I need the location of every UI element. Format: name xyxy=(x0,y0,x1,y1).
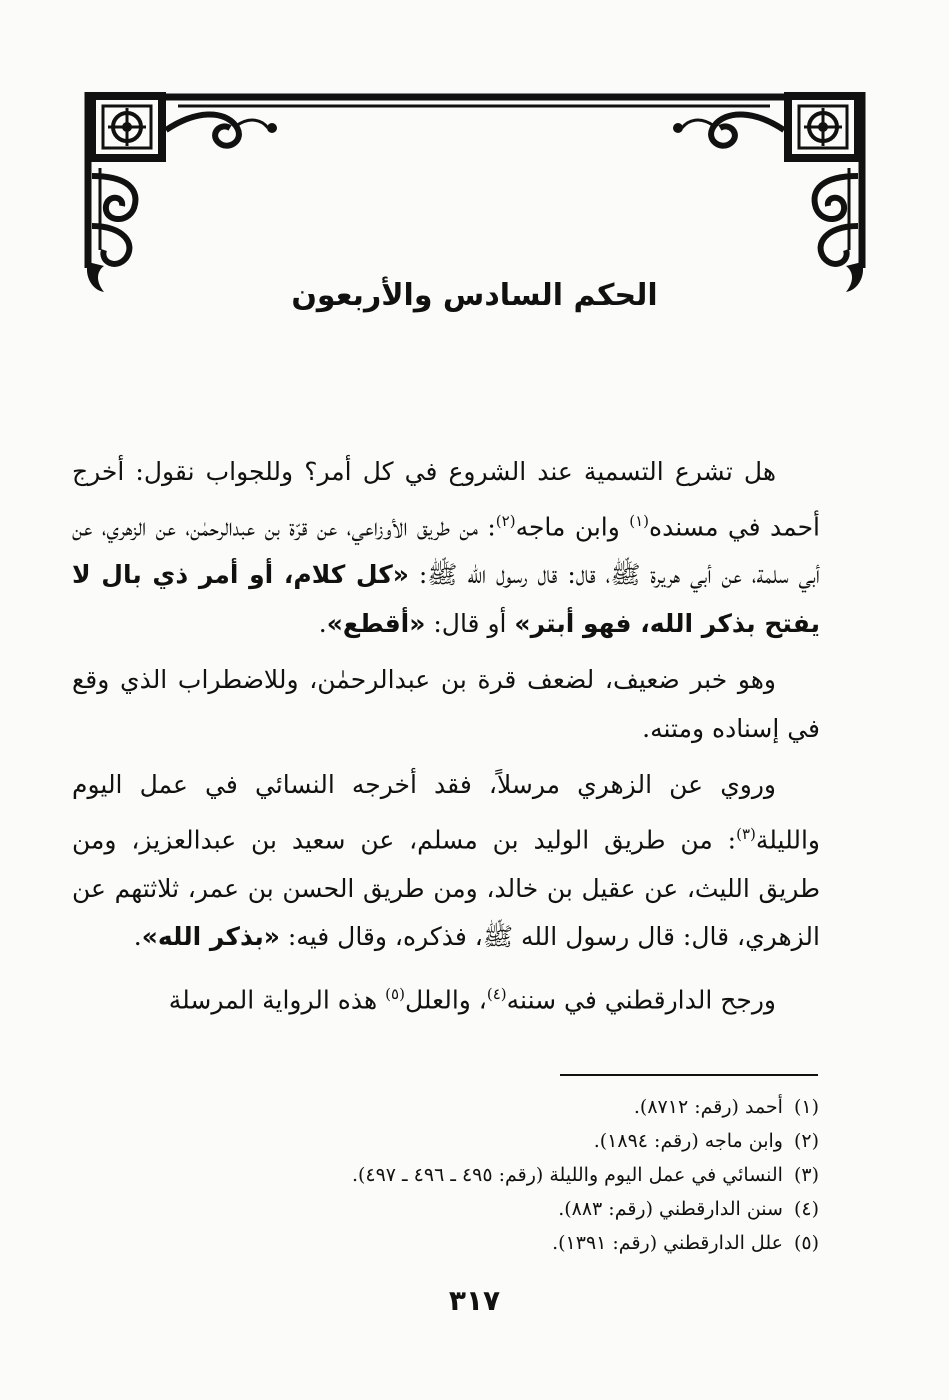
footnote-ref: (٤) xyxy=(486,984,507,1003)
main-text xyxy=(72,448,820,1032)
footnote-ref: (١) xyxy=(629,511,649,530)
paragraph xyxy=(72,656,820,753)
paragraph xyxy=(72,761,820,961)
footnote xyxy=(179,1124,819,1158)
footnote xyxy=(179,1226,819,1260)
footnote-number: (١) xyxy=(793,1096,819,1118)
hadith-quote: «كل كلام، أو أمر ذي بال لا يفتح بذكر الله، فهو أبتر» xyxy=(72,560,820,638)
text-run: . xyxy=(133,922,142,952)
footnote-number: (٥) xyxy=(793,1232,819,1254)
footnote xyxy=(179,1192,819,1226)
text-run: هذه الرواية المرسلة xyxy=(168,984,386,1014)
text-run: ، والعلل xyxy=(404,984,487,1014)
paragraph xyxy=(72,970,820,1025)
footnote-text: أحمد (رقم: ٨٧١٢). xyxy=(633,1096,783,1118)
text-run: أو قال: xyxy=(425,608,515,638)
footnote-ref: (٢) xyxy=(495,511,516,530)
right-corner-ornament xyxy=(673,92,863,292)
footnote-text: سنن الدارقطني (رقم: ٨٨٣). xyxy=(558,1198,783,1220)
footnote xyxy=(179,1090,819,1124)
text-run: هل تشرع التسمية عند الشروع في كل أمر؟ وللجواب نقول: أخرج أحمد في مسنده xyxy=(72,457,820,541)
footnote-text: وابن ماجه (رقم: ١٨٩٤). xyxy=(593,1130,783,1152)
chapter-title: الحكم السادس والأربعون xyxy=(291,278,658,313)
left-corner-ornament xyxy=(87,92,277,292)
footnote-text: علل الدارقطني (رقم: ١٣٩١). xyxy=(552,1232,783,1254)
footnote-number: (٢) xyxy=(793,1130,819,1152)
text-run: وابن ماجه xyxy=(515,511,630,541)
page-number: ٣١٧ xyxy=(448,1284,501,1317)
footnote-text: النسائي في عمل اليوم والليلة (رقم: ٤٩٥ ـ ٤٩٦ ـ ٤٩٧). xyxy=(351,1164,783,1186)
footnotes xyxy=(179,1090,819,1260)
footnote-ref: (٥) xyxy=(385,984,405,1003)
text-run: : من طريق الوليد بن مسلم، عن سعيد بن عبدالعزيز، ومن طريق الليث، عن عقيل بن خالد، ومن طريق الحسن بن عمر، ثلاثتهم عن الزهري، قال: قال رسول الله ﷺ، فذكره، وقال فيه: xyxy=(72,825,820,952)
text-run: . xyxy=(318,608,327,638)
footnote-ref: (٣) xyxy=(736,824,756,843)
text-run: وهو خبر ضعيف، لضعف قرة بن عبدالرحمٰن، وللاضطراب الذي وقع في إسناده ومتنه. xyxy=(72,665,820,743)
text-run: ورجح الدارقطني في سننه xyxy=(506,984,776,1014)
paragraph xyxy=(72,448,820,648)
text-run: وروي عن الزهري مرسلاً، فقد أخرجه النسائي في عمل اليوم والليلة xyxy=(72,770,820,855)
footnote xyxy=(179,1158,819,1192)
text-run: : من طريق الأوزاعي، عن قرّة بن عبدالرحمٰن، عن الزهري، عن أبي سلمة، عن أبي هريرة ﷺ، قال: قال رسول الله ﷺ: xyxy=(72,511,820,590)
footnote-number: (٣) xyxy=(793,1164,819,1186)
hadith-quote: «أقطع» xyxy=(326,608,426,638)
hadith-quote: «بذكر الله» xyxy=(141,922,280,952)
footnote-divider xyxy=(560,1074,818,1076)
footnote-number: (٤) xyxy=(793,1198,819,1220)
